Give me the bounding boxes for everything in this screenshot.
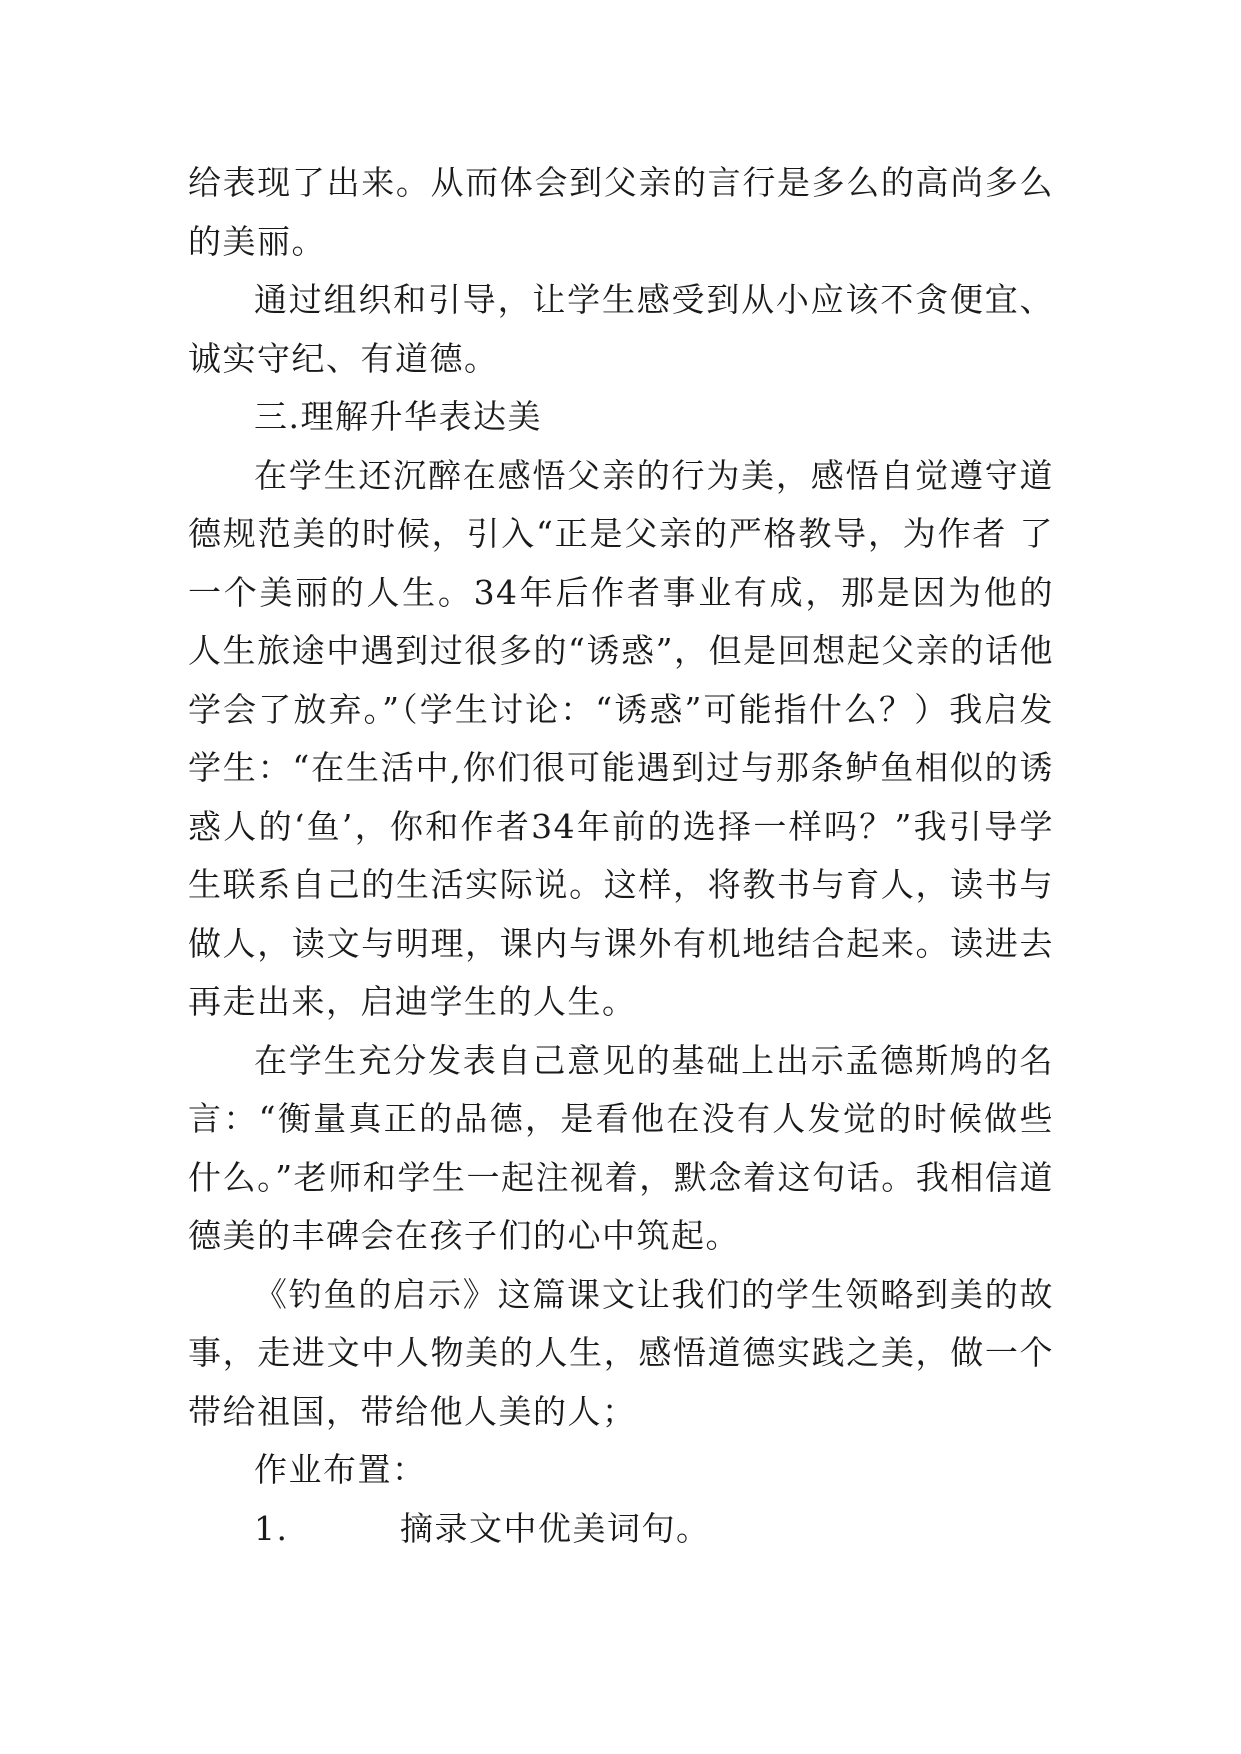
homework-heading: 作业布置： [254,1450,427,1489]
homework-item [188,1500,1054,1559]
homework-item-number: 1. [254,1508,289,1548]
homework-item-text: 摘录文中优美词句。 [400,1508,711,1548]
document-body [188,154,1054,1558]
paragraph-quote: 在学生充分发表自己意见的基础上出示孟德斯鸠的名言：“衡量真正的品德，是看他在没有人发觉的时候做些什么。”老师和学生一起注视着，默念着这句话。我相信道德美的丰碑会在孩子们的心中筑起。 [188,1040,1054,1255]
paragraph-continued: 给表现了出来。从而体会到父亲的言行是多么的高尚多么的美丽。 [188,163,1054,261]
paragraph-summary: 《钓鱼的启示》这篇课文让我们的学生领略到美的故事，走进文中人物美的人生，感悟道德实践之美，做一个带给祖国，带给他人美的人； [188,1274,1054,1431]
paragraph-guidance: 通过组织和引导，让学生感受到从小应该不贪便宜、诚实守纪、有道德。 [188,280,1054,378]
section-heading: 三.理解升华表达美 [254,397,542,436]
paragraph-discussion: 在学生还沉醉在感悟父亲的行为美，感悟自觉遵守道德规范美的时候，引入“正是父亲的严格教导，为作者 了一个美丽的人生。34年后作者事业有成，那是因为他的人生旅途中遇到过很多的“诱惑”，但是回想起父亲的话他学会了放弃。”（学生讨论：“诱惑”可能指什么？）我启发学生：“在生活中,你们很可能遇到过与那条鲈鱼相似的诱惑人的‘鱼’，你和作者34年前的选择一样吗？”我引导学生联系自己的生活实际说。这样，将教书与育人，读书与做人，读文与明理，课内与课外有机地结合起来。读进去再走出来，启迪学生的人生。 [188,455,1054,1021]
